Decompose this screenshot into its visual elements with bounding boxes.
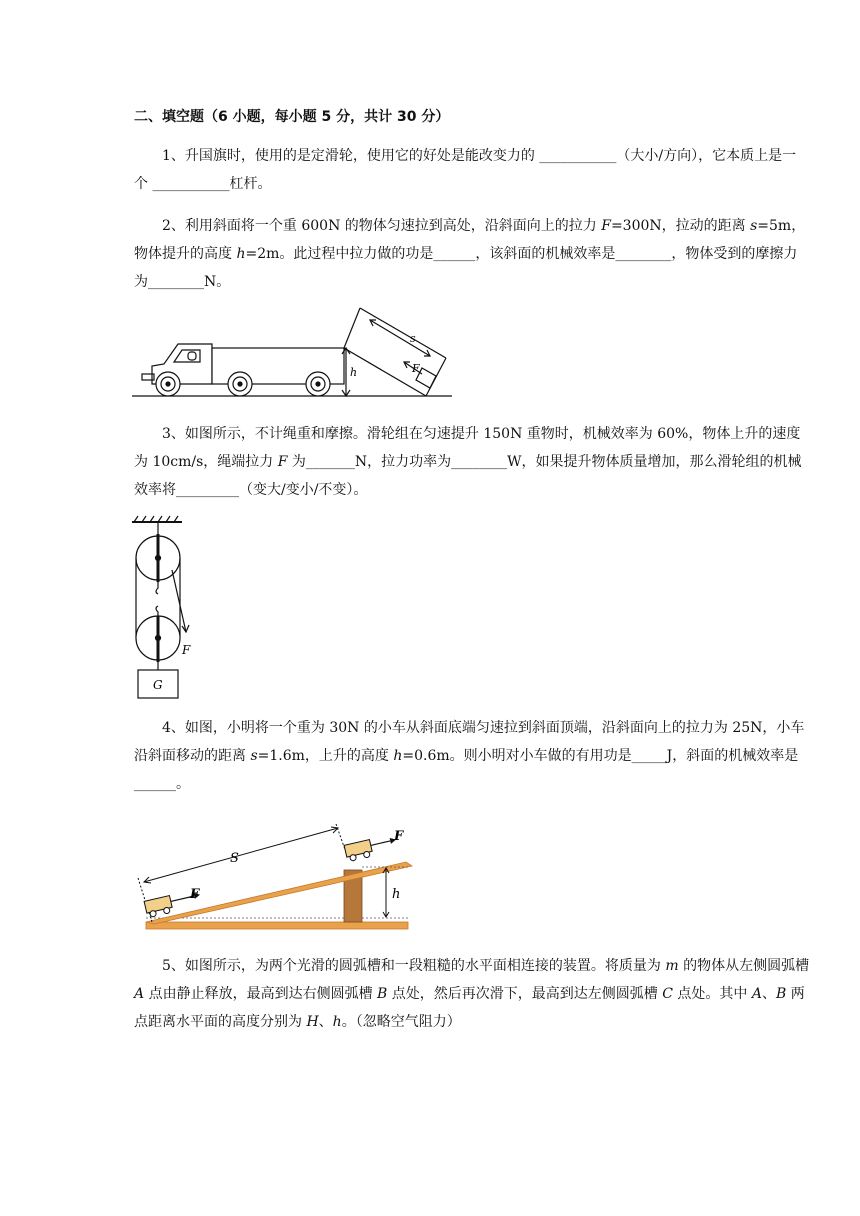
- label-F-bottom: F: [190, 887, 200, 902]
- cart-top: [344, 834, 398, 862]
- question-3: 3、如图所示，不计绳重和摩擦。滑轮组在匀速提升 150N 重物时，机械效率为 60%，物体上升的速度为 10cm/s，绳端拉力 F 为_______N，拉力功率为________W，如果提升物体质量增加，那么滑轮组的机械效率将_________（变大/变小/不变）。: [134, 426, 802, 498]
- inclined-plank: [146, 862, 412, 924]
- label-h: h: [350, 366, 358, 379]
- section-title: 二、填空题（6 小题，每小题 5 分，共计 30 分）: [134, 109, 450, 125]
- incline-cart-figure: [130, 822, 420, 934]
- distance-arrow: [370, 320, 430, 356]
- blank-1a[interactable]: ___________: [539, 148, 617, 164]
- question-4: 4、如图，小明将一个重为 30N 的小车从斜面底端匀速拉到斜面顶端，沿斜面向上的拉力为 25N，小车沿斜面移动的距离 s=1.6m，上升的高度 h=0.6m。则小明对小车做的有用功是_____J，斜面的机械效率是______。: [134, 720, 805, 792]
- ramp-top-end: [344, 308, 360, 348]
- movable-pulley: [136, 616, 180, 662]
- ground-plank: [146, 922, 408, 929]
- label-S: S: [230, 851, 239, 866]
- ramp-upper-edge: [360, 308, 446, 358]
- question-2: 2、利用斜面将一个重 600N 的物体匀速拉到高处，沿斜面向上的拉力 F=300N，拉动的距离 s=5m，物体提升的高度 h=2m。此过程中拉力做的功是______，该斜面的机械效率是________，物体受到的摩擦力为________N。: [134, 218, 806, 290]
- label-F: F: [182, 643, 191, 657]
- hook-bottom: [156, 606, 158, 616]
- label-F: F: [412, 362, 420, 375]
- height-arrow: [383, 868, 389, 917]
- hook-top: [156, 582, 158, 594]
- label-h: h: [392, 887, 401, 902]
- pulley-figure: [124, 514, 204, 700]
- label-F-top: F: [394, 829, 404, 844]
- wheel-2: [228, 372, 252, 396]
- blank-1b[interactable]: ___________: [152, 176, 230, 192]
- wheel-1: [156, 372, 180, 396]
- truck-ramp-figure: [130, 302, 460, 402]
- label-s: s: [410, 332, 416, 345]
- label-G: G: [153, 678, 163, 692]
- question-1: 1、升国旗时，使用的是定滑轮，使用它的好处是能改变力的 ___________（大小/方向），它本质上是一个 ___________杠杆。: [134, 148, 797, 192]
- question-5: 5、如图所示，为两个光滑的圆弧槽和一段粗糙的水平面相连接的装置。将质量为 m 的物体从左侧圆弧槽 A 点由静止释放，最高到达右侧圆弧槽 B 点处，然后再次滑下，最高到达左侧圆弧槽 C 点处。其中 A、B 两点距离水平面的高度分别为 H、h。（忽略空气阻力）: [134, 958, 810, 1030]
- wheel-3: [306, 372, 330, 396]
